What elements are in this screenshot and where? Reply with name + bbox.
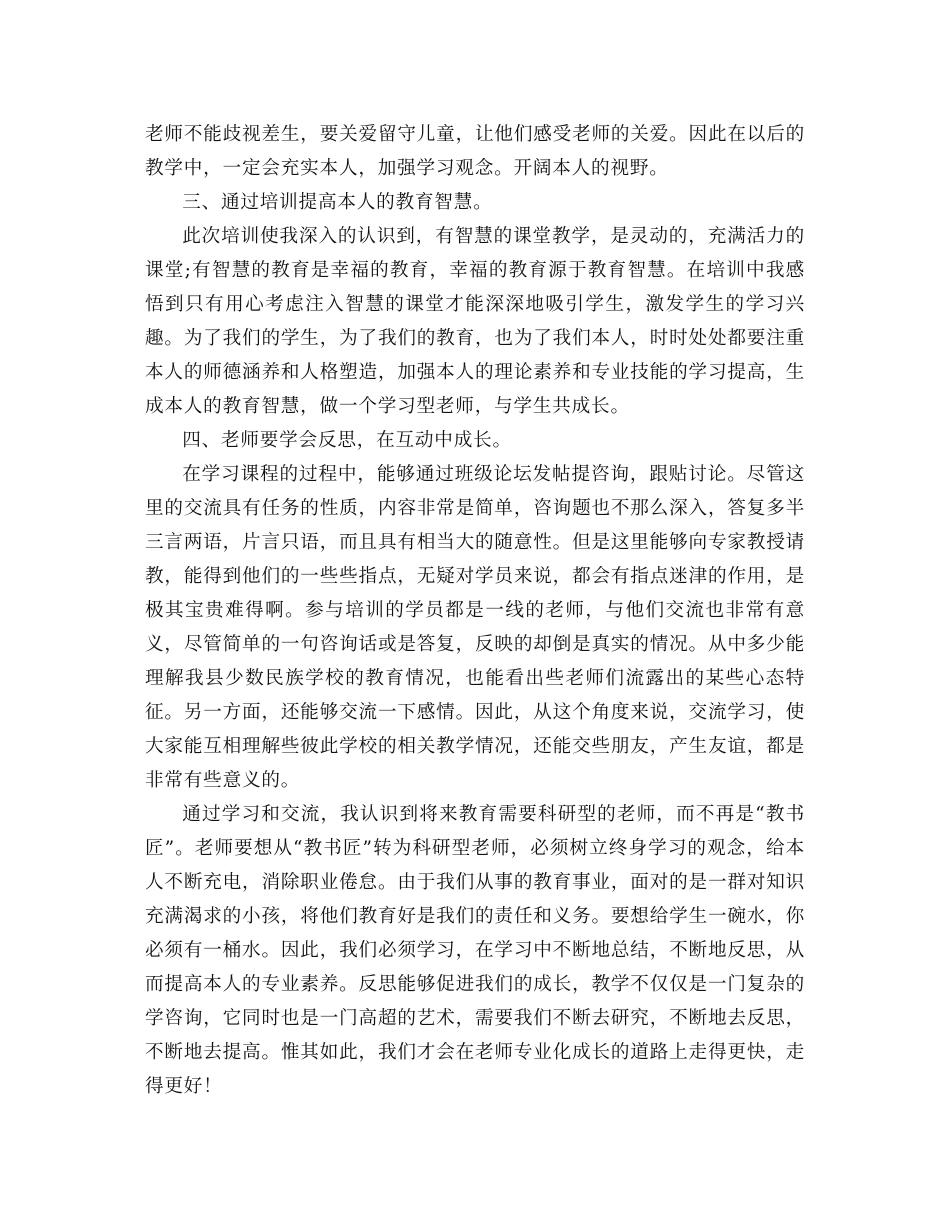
section-heading-4: 四、老师要学会反思，在互动中成长。 — [182, 430, 512, 451]
paragraph-forum: 在学习课程的过程中，能够通过班级论坛发帖提咨询，跟贴讨论。尽管这里的交流具有任务的性质，内容非常是简单，咨询题也不那么深入，答复多半三言两语，片言只语，而且具有相当大的随意性。但是这里能够向专家教授请教，能得到他们的一些些指点，无疑对学员来说，都会有指点迷津的作用，是极其宝贵难得啊。参与培训的学员都是一线的老师，与他们交流也非常有意义，尽管简单的一句咨询话或是答复，反映的却倒是真实的情况。从中多少能理解我县少数民族学校的教育情况，也能看出些老师们流露出的某些心态特征。另一方面，还能够交流一下感情。因此，从这个角度来说，交流学习，使大家能互相理解些彼此学校的相关教学情况，还能交些朋友，产生友谊，都是非常有些意义的。 — [145, 464, 805, 791]
paragraph-continuation: 老师不能歧视差生，要关爱留守儿童，让他们感受老师的关爱。因此在以后的教学中，一定会充实本人，加强学习观念。开阔本人的视野。 — [145, 124, 805, 179]
document-body — [145, 118, 805, 1104]
section-heading-3: 三、通过培训提高本人的教育智慧。 — [182, 192, 493, 213]
paragraph-conclusion: 通过学习和交流，我认识到将来教育需要科研型的老师，而不再是“教书匠”。老师要想从“教书匠”转为科研型老师，必须树立终身学习的观念，给本人不断充电，消除职业倦怠。由于我们从事的教育事业，面对的是一群对知识充满渴求的小孩，将他们教育好是我们的责任和义务。要想给学生一碗水，你必须有一桶水。因此，我们必须学习，在学习中不断地总结，不断地反思，从而提高本人的专业素养。反思能够促进我们的成长，教学不仅仅是一门复杂的学咨询，它同时也是一门高超的艺术，需要我们不断去研究，不断地去反思，不断地去提高。惟其如此，我们才会在老师专业化成长的道路上走得更快，走得更好！ — [145, 804, 805, 1097]
paragraph-wisdom: 此次培训使我深入的认识到，有智慧的课堂教学，是灵动的，充满活力的课堂;有智慧的教育是幸福的教育，幸福的教育源于教育智慧。在培训中我感悟到只有用心考虑注入智慧的课堂才能深深地吸引学生，激发学生的学习兴趣。为了我们的学生，为了我们的教育，也为了我们本人，时时处处都要注重本人的师德涵养和人格塑造，加强本人的理论素养和专业技能的学习提高，生成本人的教育智慧，做一个学习型老师，与学生共成长。 — [145, 226, 805, 417]
